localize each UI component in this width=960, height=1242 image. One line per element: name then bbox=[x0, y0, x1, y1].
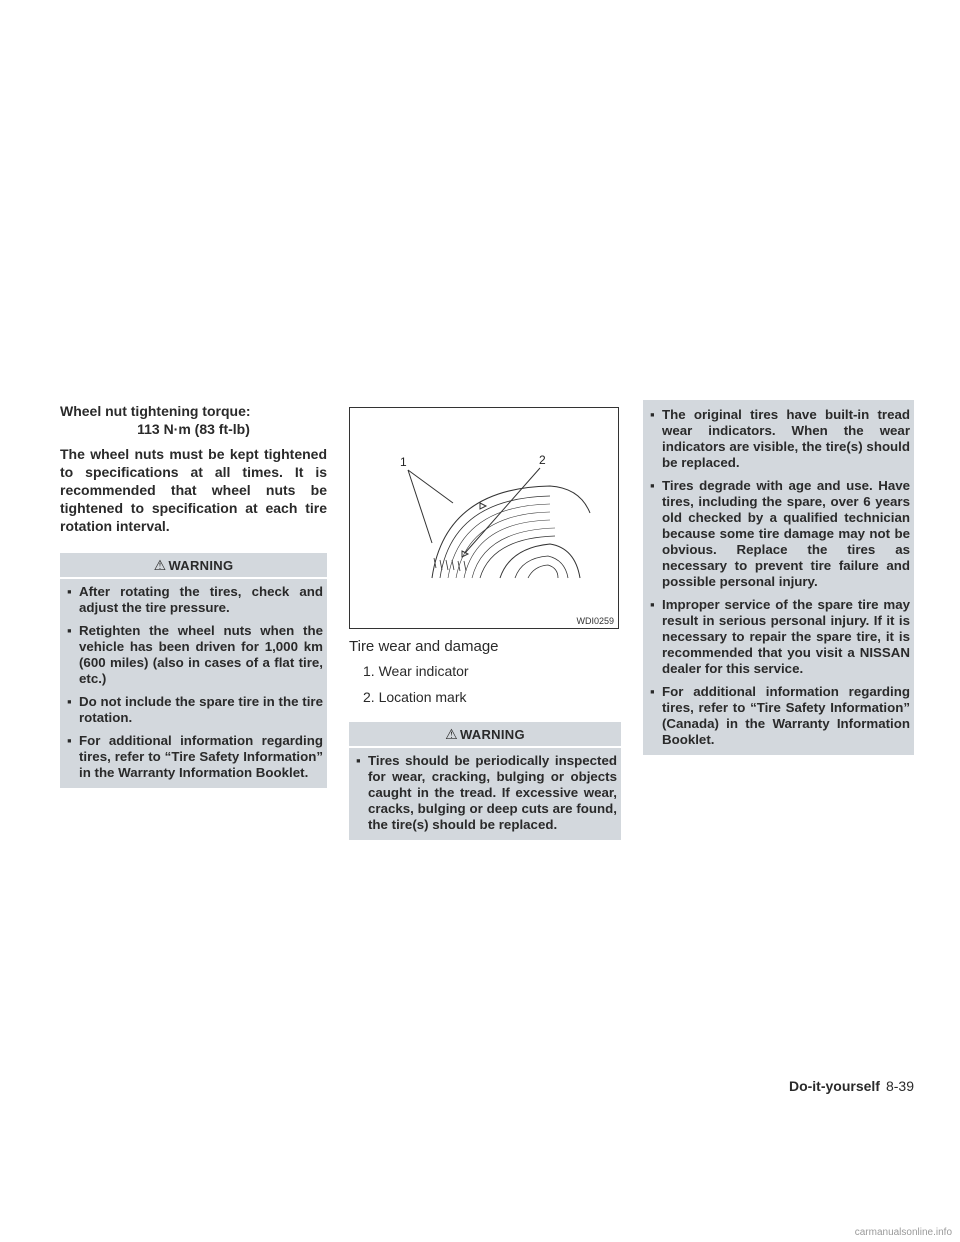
figure-label-2: 2 bbox=[539, 453, 546, 467]
warning-title: WARNING bbox=[459, 727, 525, 742]
middle-column bbox=[349, 400, 621, 840]
figure-code: WDI0259 bbox=[576, 616, 614, 626]
warning-box bbox=[349, 748, 621, 840]
warning-item: ▪ After rotating the tires, check and adjust the tire pressure. bbox=[64, 584, 323, 616]
torque-heading: Wheel nut tightening torque: bbox=[60, 403, 251, 419]
warning-item: ▪ For additional information regarding tires, refer to “Tire Safety Information” in the Warranty Information Booklet. bbox=[64, 733, 323, 781]
wheel-nut-paragraph: The wheel nuts must be kept tightened to specifications at all times. It is recommended that wheel nuts be tightened to specification at each tire rotation interval. bbox=[60, 446, 327, 534]
page-number: 8-39 bbox=[885, 1078, 914, 1094]
caption-list bbox=[349, 658, 621, 710]
warning-item: ▪ For additional information regarding tires, refer to “Tire Safety Information” (Canada) in the Warranty Information Booklet. bbox=[647, 684, 910, 748]
warning-item: ▪ Do not include the spare tire in the tire rotation. bbox=[64, 694, 323, 726]
warning-box bbox=[60, 579, 327, 788]
figure-label-1: 1 bbox=[400, 455, 407, 469]
warning-box-continued bbox=[643, 400, 914, 755]
caption-item: 2. Location mark bbox=[363, 689, 467, 705]
warning-triangle-icon: ⚠ bbox=[153, 557, 167, 573]
right-column bbox=[643, 400, 914, 755]
warning-header bbox=[349, 722, 621, 746]
left-column bbox=[60, 400, 327, 788]
warning-item: ▪ Retighten the wheel nuts when the vehicle has been driven for 1,000 km (600 miles) (also in cases of a flat tire, etc.) bbox=[64, 623, 323, 687]
tire-wear-figure bbox=[349, 407, 619, 629]
warning-header bbox=[60, 553, 327, 577]
watermark: carmanualsonline.info bbox=[854, 1227, 952, 1238]
warning-item: ▪ Improper service of the spare tire may result in serious personal injury. If it is necessary to repair the spare tire, it is recommended that you visit a NISSAN dealer for this service. bbox=[647, 597, 910, 677]
tire-illustration bbox=[350, 408, 618, 628]
page-footer bbox=[789, 1078, 914, 1094]
warning-item: ▪ Tires degrade with age and use. Have tires, including the spare, over 6 years old checked by a qualified technician because some tire damage may not be obvious. Replace the tires as necessary to prevent tire failure and possible personal injury. bbox=[647, 478, 910, 590]
section-name: Do-it-yourself bbox=[788, 1078, 880, 1094]
figure-caption: Tire wear and damage bbox=[349, 638, 499, 655]
caption-item: 1. Wear indicator bbox=[363, 663, 469, 679]
warning-triangle-icon: ⚠ bbox=[445, 726, 458, 742]
warning-title: WARNING bbox=[168, 558, 234, 573]
warning-item: ▪ The original tires have built-in tread wear indicators. When the wear indicators are visible, the tire(s) should be replaced. bbox=[647, 407, 910, 471]
warning-item: ▪ Tires should be periodically inspected for wear, cracking, bulging or objects caught in the tread. If excessive wear, cracks, bulging or deep cuts are found, the tire(s) should be replaced. bbox=[353, 753, 617, 833]
torque-value: 113 N·m (83 ft-lb) bbox=[137, 421, 250, 437]
